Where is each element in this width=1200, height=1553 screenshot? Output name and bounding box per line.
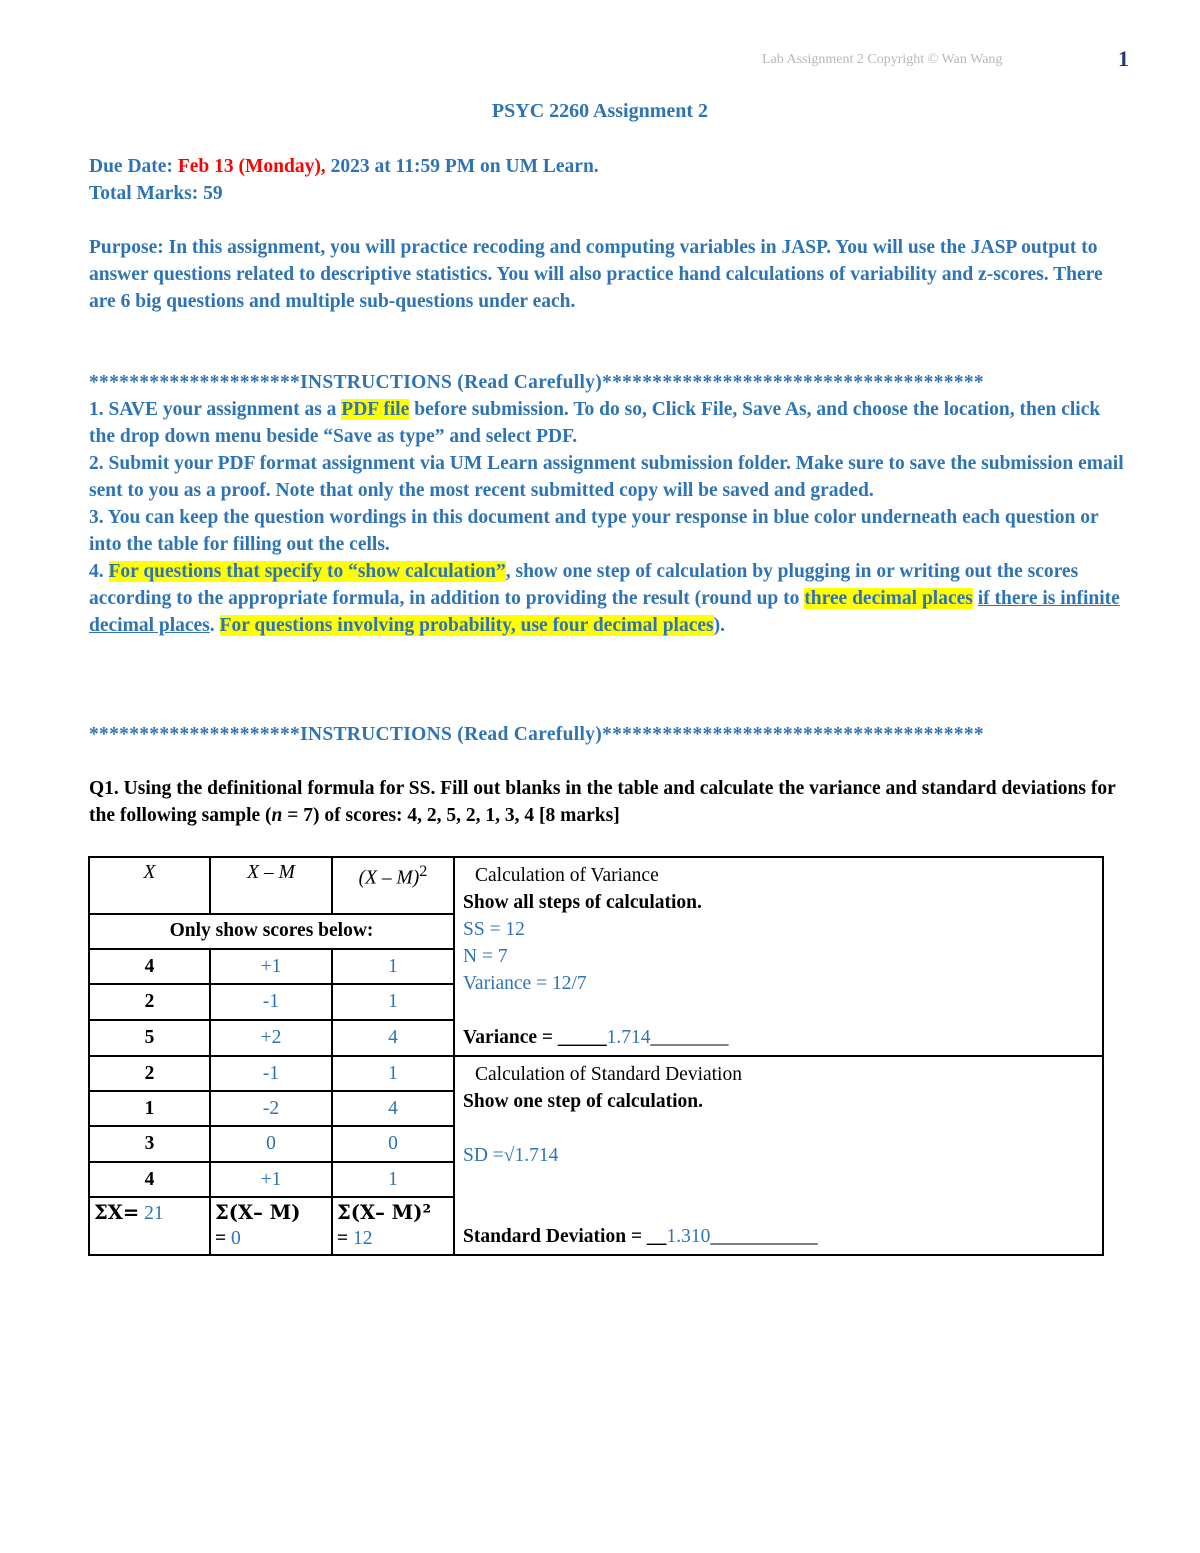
row-6-deviation: 0	[210, 1126, 332, 1162]
sum-deviation-value: 0	[231, 1228, 241, 1249]
row-5-squared: 4	[332, 1091, 454, 1126]
q1-number: Q1	[89, 778, 114, 799]
stars-left: *********************	[89, 372, 301, 393]
variance-heading: Calculation of Variance	[475, 865, 659, 886]
row-5-deviation: -2	[210, 1091, 332, 1126]
header-deviation	[210, 857, 332, 914]
sd-result-tail: ___________	[710, 1226, 818, 1247]
row-2-deviation: -1	[210, 984, 332, 1019]
instruction-4-underline: if there is infinite decimal places	[89, 588, 1120, 636]
instructions-list	[89, 396, 1129, 639]
purpose-paragraph: Purpose: In this assignment, you will practice recoding and computing variables in JASP. You will use the JASP output to answer questions related to descriptive statistics. You will also practice hand calculations of variability and z-scores. There are 6 big questions and multiple sub-questions under each.	[89, 237, 1103, 312]
row-3-deviation: +2	[210, 1020, 332, 1056]
variance-calc: Variance = 12/7	[463, 973, 587, 994]
sd-result-value: 1.310	[666, 1226, 711, 1247]
sd-calc: SD =√1.714	[463, 1145, 559, 1166]
sd-result-label: Standard Deviation = __	[463, 1226, 667, 1247]
sum-squared-eq: =	[337, 1228, 353, 1249]
row-6-x: 3	[89, 1126, 210, 1162]
instruction-1-text: 1. SAVE your assignment as a	[89, 399, 342, 420]
instruction-1	[89, 396, 1129, 450]
instructions-banner-bottom	[89, 721, 1129, 748]
variance-result-tail: ________	[650, 1027, 729, 1048]
q1-n: n	[271, 805, 283, 826]
sum-deviation-label: Σ(X– M)	[215, 1201, 301, 1224]
row-4-x: 2	[89, 1056, 210, 1091]
variance-instruction: Show all steps of calculation.	[463, 892, 702, 913]
header-deviation-text: X – M	[247, 862, 295, 883]
row-6-squared: 0	[332, 1126, 454, 1162]
row-1-x: 4	[89, 949, 210, 984]
instruction-3: 3. You can keep the question wordings in this document and type your response in blue color underneath each question or into the table for filling out the cells.	[89, 507, 1099, 555]
due-rest: 2023 at 11:59 PM on UM Learn.	[330, 156, 599, 177]
instruction-4-text: , show one step of calculation by plugging in or writing out the scores according to the appropriate formula, in addition to providing the result (round up to	[89, 561, 1079, 609]
due-date: Feb 13 (Monday),	[177, 156, 331, 177]
instructions-banner-top	[89, 369, 1129, 396]
variance-result	[463, 1024, 1094, 1051]
sd-cell	[454, 1056, 1103, 1255]
stars-left-2: *********************	[89, 724, 301, 745]
running-head: Lab Assignment 2 Copyright © Wan Wang	[762, 52, 1003, 67]
instruction-1-highlight: PDF file	[341, 399, 410, 420]
sum-deviation-eq: =	[215, 1228, 231, 1249]
header-squared-text: (X – M)	[358, 867, 420, 889]
due-date-line	[89, 153, 1129, 180]
sum-x-value: 21	[139, 1203, 164, 1224]
row-2-x: 2	[89, 984, 210, 1019]
variance-cell	[454, 857, 1103, 1056]
instruction-4-end: ).	[713, 615, 725, 636]
row-1-deviation: +1	[210, 949, 332, 984]
row-4-squared: 1	[332, 1056, 454, 1091]
page-number: 1	[1118, 46, 1129, 71]
due-label: Due Date:	[89, 156, 178, 177]
instruction-4-dot: .	[209, 615, 220, 636]
sum-x-cell	[89, 1197, 210, 1255]
row-3-x: 5	[89, 1020, 210, 1056]
banner-text: INSTRUCTIONS (Read Carefully)	[300, 372, 603, 393]
only-show-label: Only show scores below:	[89, 914, 454, 949]
q1-text: . Using the definitional formula for SS. Fill out blanks in the table and calculate the variance and standard deviations for the following sample (	[89, 778, 1116, 826]
header-squared-sup: 2	[419, 862, 428, 880]
row-7-deviation: +1	[210, 1162, 332, 1197]
instruction-4-highlight-3: For questions involving probability, use four decimal places	[219, 615, 714, 636]
sd-result	[463, 1223, 1094, 1250]
row-4-deviation: -1	[210, 1056, 332, 1091]
sd-instruction: Show one step of calculation.	[463, 1091, 703, 1112]
q1-text-2: = 7) of scores: 4, 2, 5, 2, 1, 3, 4 [8 marks]	[282, 805, 620, 826]
instruction-2: 2. Submit your PDF format assignment via UM Learn assignment submission folder. Make sure to save the submission email sent to you as a proof. Note that only the most recent submitted copy will be saved and graded.	[89, 453, 1124, 501]
instruction-1-text-2: before submission. To do so, Click File, Save As, and choose the location, then click the drop down menu beside “Save as type” and select PDF.	[89, 399, 1101, 447]
row-5-x: 1	[89, 1091, 210, 1126]
q1-table	[88, 856, 1104, 1256]
variance-result-label: Variance = _____	[463, 1027, 607, 1048]
header-squared	[332, 857, 454, 914]
sum-x-label: ΣX=	[94, 1201, 140, 1224]
instruction-4-highlight-1: For questions that specify to “show calculation”	[108, 561, 506, 582]
row-3-squared: 4	[332, 1020, 454, 1056]
row-1-squared: 1	[332, 949, 454, 984]
sum-deviation-cell	[210, 1197, 332, 1255]
row-2-squared: 1	[332, 984, 454, 1019]
question-1	[89, 775, 1119, 829]
stars-right: **************************************	[602, 372, 984, 393]
variance-n: N = 7	[463, 946, 508, 967]
stars-right-2: **************************************	[602, 724, 984, 745]
sd-heading: Calculation of Standard Deviation	[475, 1064, 742, 1085]
variance-result-value: 1.714	[606, 1027, 651, 1048]
sum-squared-value: 12	[353, 1228, 373, 1249]
header-x	[89, 857, 210, 914]
page-title: PSYC 2260 Assignment 2	[491, 100, 709, 122]
instruction-4-num: 4.	[89, 561, 109, 582]
sum-squared-label: Σ(X– M)²	[337, 1201, 432, 1224]
total-marks: Total Marks: 59	[89, 183, 223, 204]
banner-text-2: INSTRUCTIONS (Read Carefully)	[300, 724, 603, 745]
header-x-text: X	[143, 862, 156, 883]
sum-squared-cell	[332, 1197, 454, 1255]
instruction-4-highlight-2: three decimal places	[804, 588, 973, 609]
instruction-4	[89, 558, 1129, 639]
row-7-x: 4	[89, 1162, 210, 1197]
row-7-squared: 1	[332, 1162, 454, 1197]
variance-ss: SS = 12	[463, 919, 525, 940]
